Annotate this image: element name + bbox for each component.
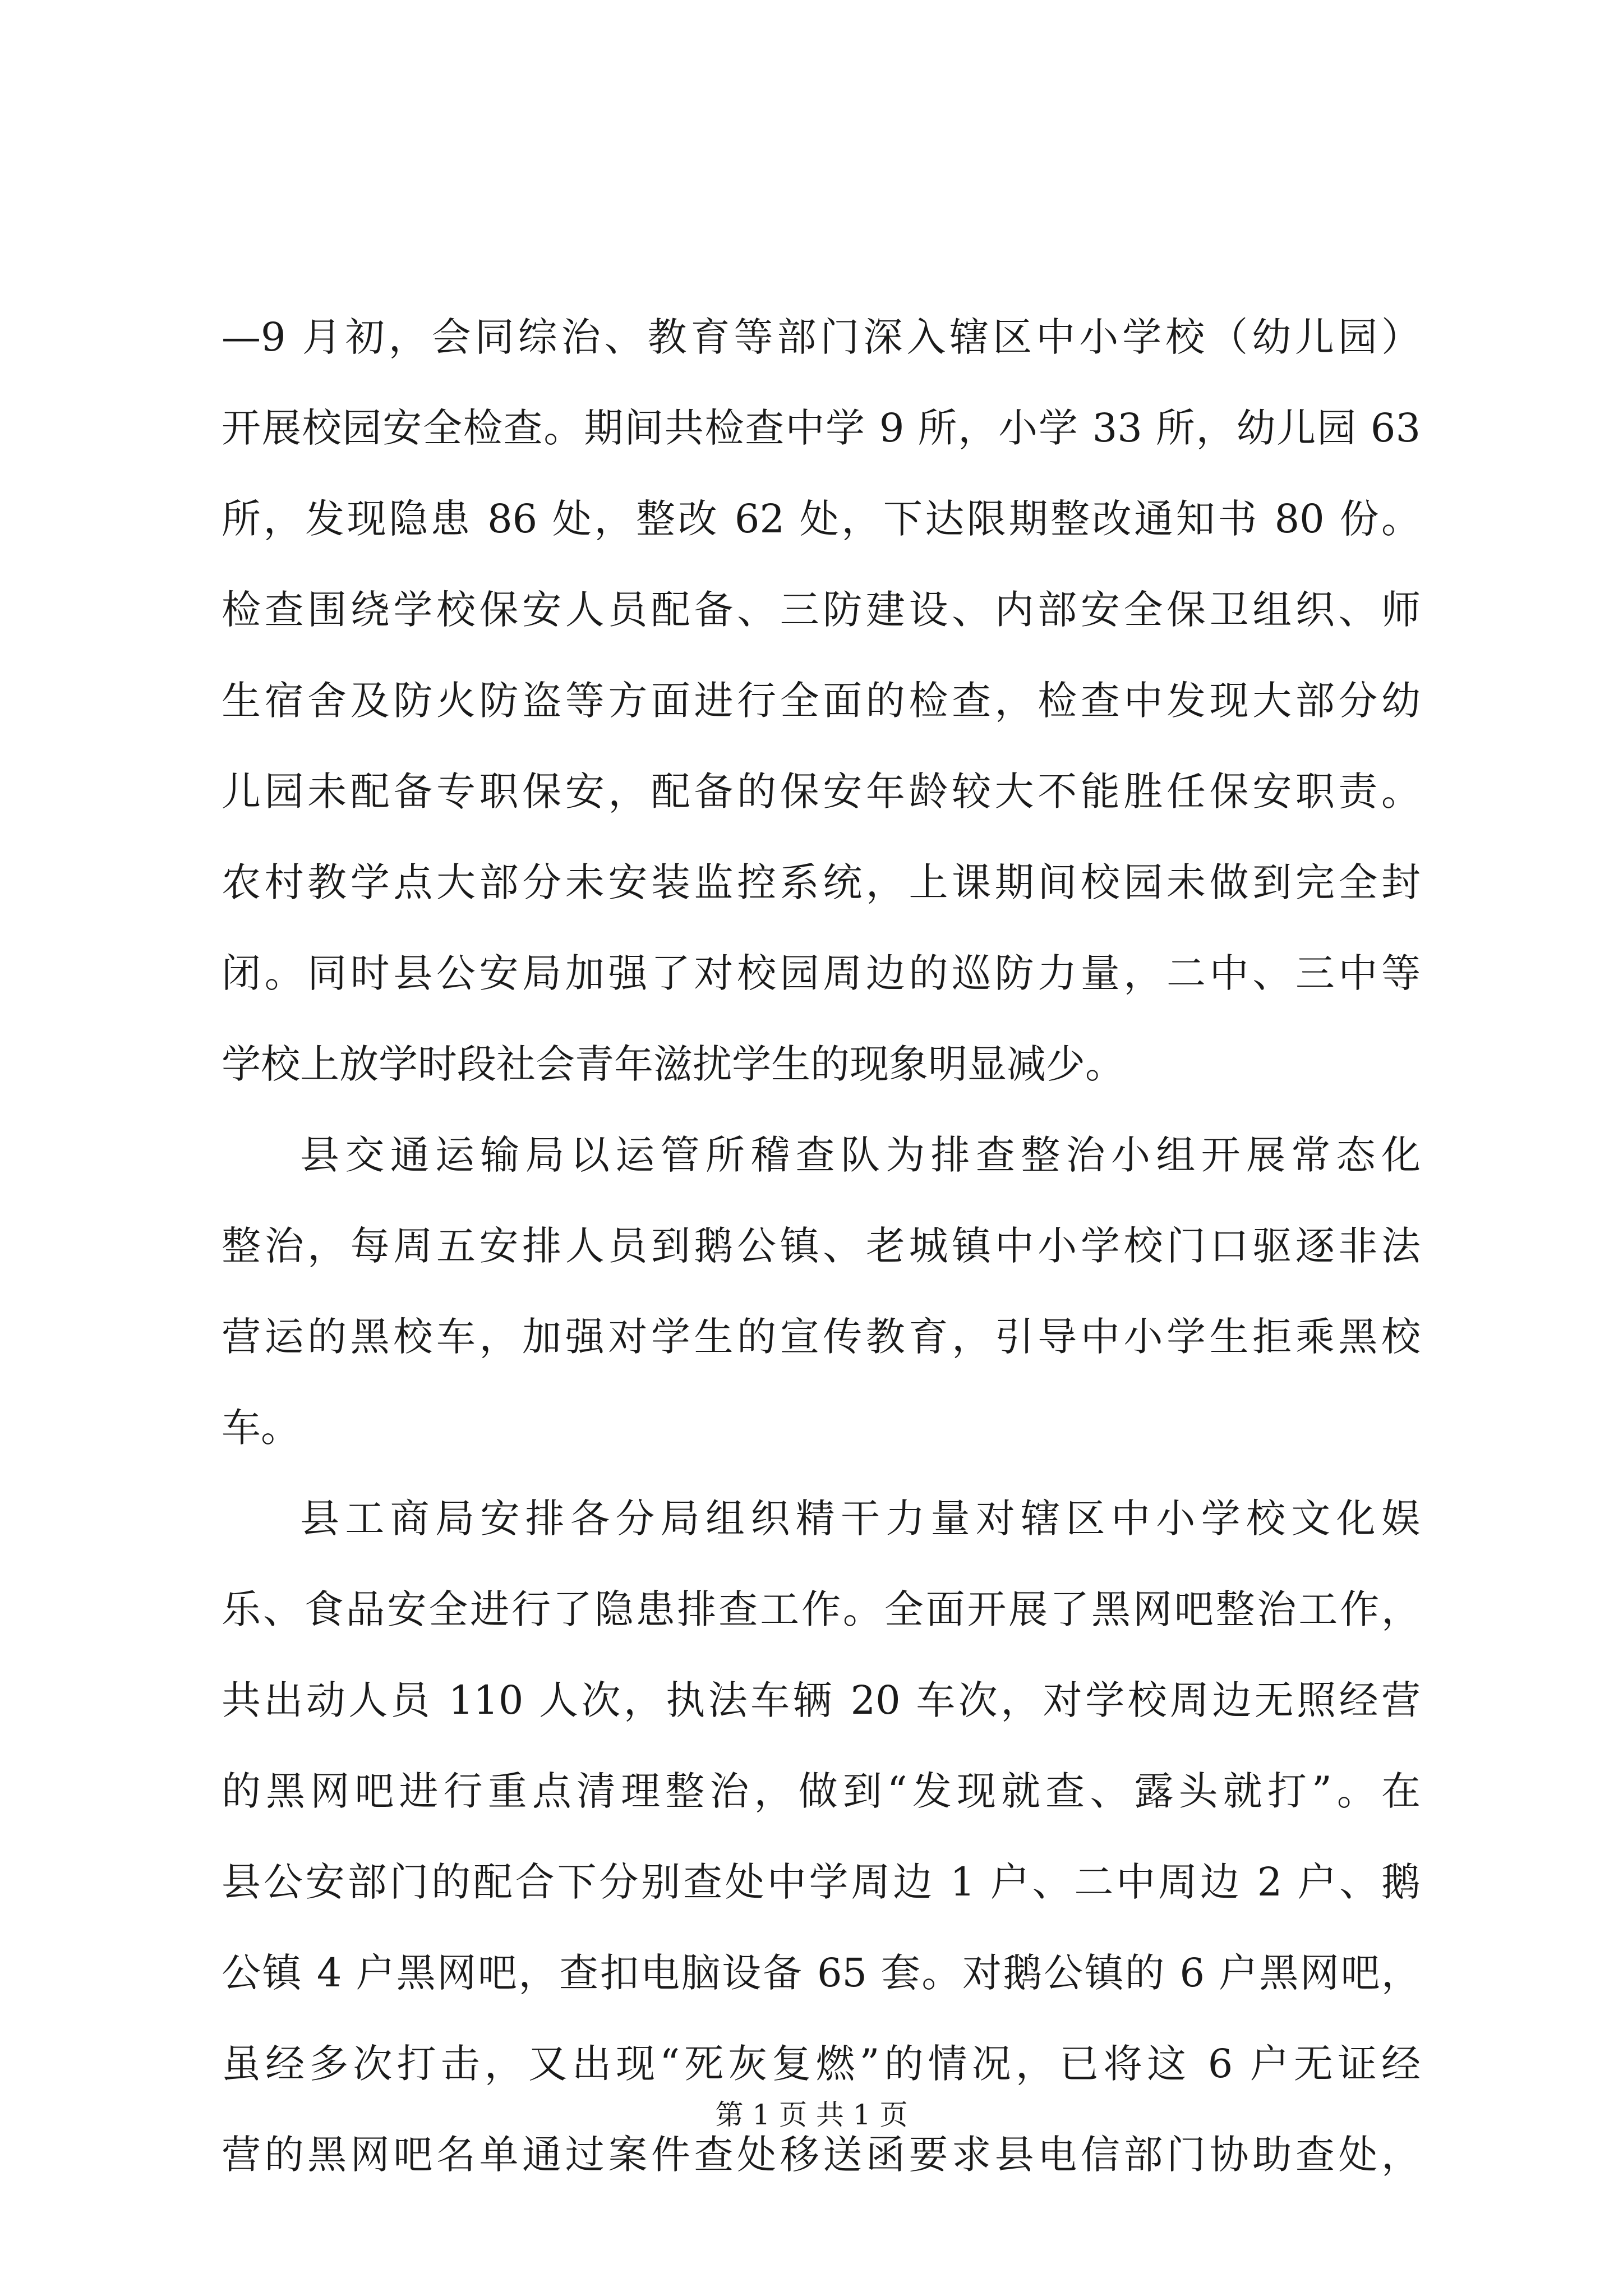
text-line: 整治，每周五安排人员到鹅公镇、老城镇中小学校门口驱逐非法 bbox=[222, 1223, 1421, 1269]
text-line: 所，发现隐患 86 处，整改 62 处，下达限期整改通知书 80 份。 bbox=[222, 496, 1421, 542]
text-line: 虽经多次打击，又出现“死灰复燃”的情况，已将这 6 户无证经 bbox=[222, 2041, 1421, 2087]
text-line: 乐、食品安全进行了隐患排查工作。全面开展了黑网吧整治工作， bbox=[222, 1586, 1421, 1632]
text-line: 学校上放学时段社会青年滋扰学生的现象明显减少。 bbox=[222, 1041, 1124, 1087]
paragraph-1 bbox=[222, 292, 1421, 1110]
text-line: 儿园未配备专职保安，配备的保安年龄较大不能胜任保安职责。 bbox=[222, 769, 1421, 815]
text-line: 的黑网吧进行重点清理整治，做到“发现就查、露头就打”。在 bbox=[222, 1768, 1421, 1814]
text-line: 公镇 4 户黑网吧，查扣电脑设备 65 套。对鹅公镇的 6 户黑网吧， bbox=[222, 1950, 1421, 1996]
text-line: 共出动人员 110 人次，执法车辆 20 车次，对学校周边无照经营 bbox=[222, 1677, 1421, 1723]
text-line: 营运的黑校车，加强对学生的宣传教育，引导中小学生拒乘黑校 bbox=[222, 1314, 1421, 1360]
paragraph-2 bbox=[222, 1110, 1421, 1473]
text-line: 生宿舍及防火防盗等方面进行全面的检查，检查中发现大部分幼 bbox=[222, 678, 1421, 724]
text-line: 县工商局安排各分局组织精干力量对辖区中小学校文化娱 bbox=[300, 1496, 1421, 1542]
text-line: 检查围绕学校保安人员配备、三防建设、内部安全保卫组织、师 bbox=[222, 587, 1421, 633]
text-line: 车。 bbox=[222, 1405, 300, 1451]
paragraph-3 bbox=[222, 1473, 1421, 2200]
text-line: —9 月初，会同综治、教育等部门深入辖区中小学校（幼儿园） bbox=[222, 314, 1421, 360]
text-line: 县交通运输局以运管所稽查队为排查整治小组开展常态化 bbox=[300, 1132, 1421, 1178]
page-footer bbox=[0, 2092, 1623, 2133]
text-line: 农村教学点大部分未安装监控系统，上课期间校园未做到完全封 bbox=[222, 859, 1421, 905]
text-line: 闭。同时县公安局加强了对校园周边的巡防力量，二中、三中等 bbox=[222, 950, 1421, 996]
page-number: 第 1 页 共 1 页 bbox=[715, 2099, 908, 2131]
document-body bbox=[222, 292, 1421, 2200]
text-line: 开展校园安全检查。期间共检查中学 9 所，小学 33 所，幼儿园 63 bbox=[222, 405, 1421, 451]
text-line: 县公安部门的配合下分别查处中学周边 1 户、二中周边 2 户、鹅 bbox=[222, 1859, 1421, 1905]
text-line: 营的黑网吧名单通过案件查处移送函要求县电信部门协助查处， bbox=[222, 2132, 1421, 2178]
